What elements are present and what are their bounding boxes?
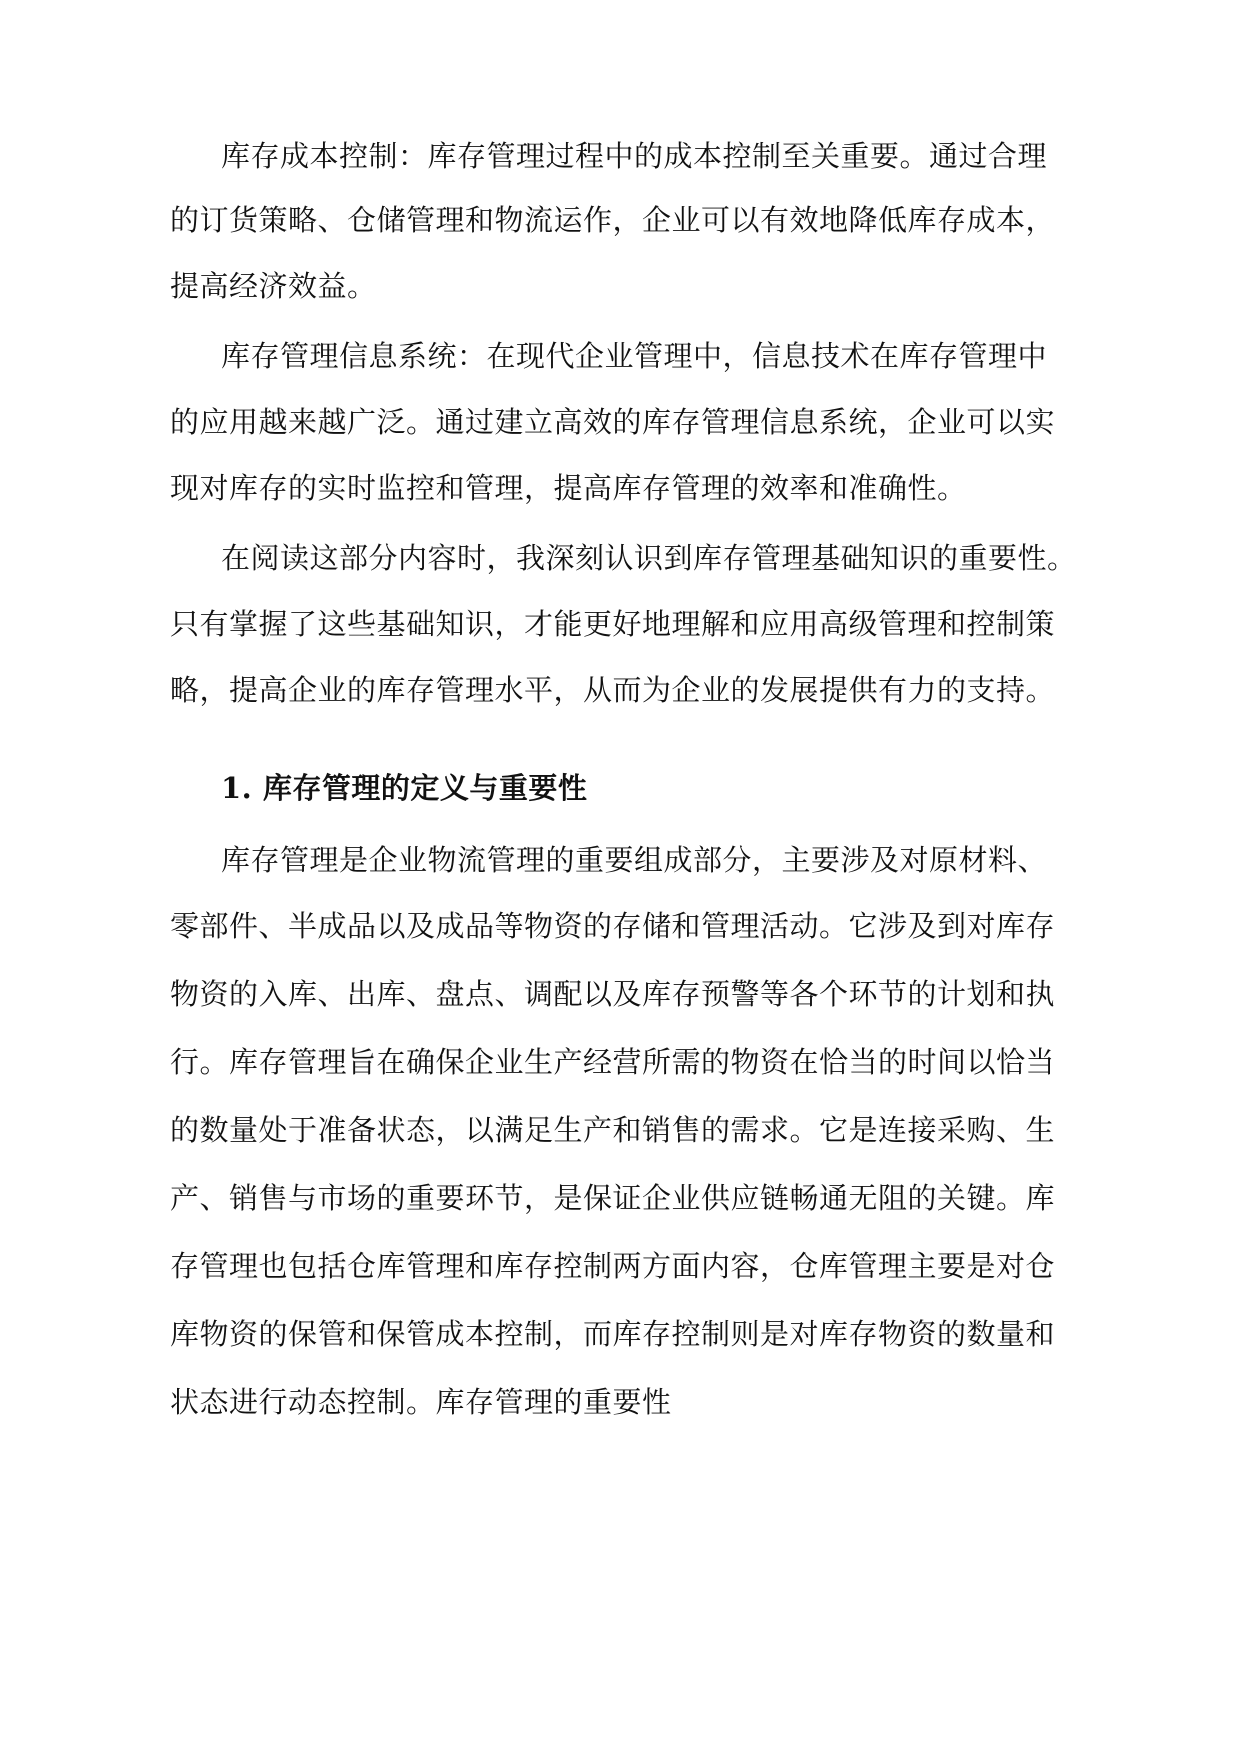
- section-paragraph-line-6: 产、销售与市场的重要环节，是保证企业供应链畅通无阻的关键。库: [170, 1181, 1056, 1215]
- paragraph-3-line-3: 略，提高企业的库存管理水平，从而为企业的发展提供有力的支持。: [170, 673, 1056, 707]
- paragraph-1-line-3: 提高经济效益。: [170, 269, 377, 303]
- paragraph-1-line-1: 库存成本控制：库存管理过程中的成本控制至关重要。通过合理: [221, 139, 1048, 173]
- paragraph-1-line-2: 的订货策略、仓储管理和物流运作，企业可以有效地降低库存成本，: [170, 203, 1056, 237]
- section-paragraph-line-4: 行。库存管理旨在确保企业生产经营所需的物资在恰当的时间以恰当: [170, 1045, 1056, 1079]
- paragraph-2-line-1: 库存管理信息系统：在现代企业管理中，信息技术在库存管理中: [221, 339, 1048, 373]
- section-paragraph-line-1: 库存管理是企业物流管理的重要组成部分，主要涉及对原材料、: [221, 843, 1048, 877]
- paragraph-3-line-1: 在阅读这部分内容时，我深刻认识到库存管理基础知识的重要性。: [221, 541, 1077, 575]
- paragraph-2-line-3: 现对库存的实时监控和管理，提高库存管理的效率和准确性。: [170, 471, 967, 505]
- section-paragraph-line-7: 存管理也包括仓库管理和库存控制两方面内容，仓库管理主要是对仓: [170, 1249, 1056, 1283]
- paragraph-2-line-2: 的应用越来越广泛。通过建立高效的库存管理信息系统，企业可以实: [170, 405, 1056, 439]
- section-paragraph-line-9: 状态进行动态控制。库存管理的重要性: [170, 1385, 672, 1419]
- section-paragraph-line-5: 的数量处于准备状态，以满足生产和销售的需求。它是连接采购、生: [170, 1113, 1056, 1147]
- paragraph-3-line-2: 只有掌握了这些基础知识，才能更好地理解和应用高级管理和控制策: [170, 607, 1056, 641]
- section-heading: 1. 库存管理的定义与重要性: [221, 771, 588, 805]
- section-paragraph-line-2: 零部件、半成品以及成品等物资的存储和管理活动。它涉及到对库存: [170, 909, 1056, 943]
- section-paragraph-line-8: 库物资的保管和保管成本控制，而库存控制则是对库存物资的数量和: [170, 1317, 1056, 1351]
- section-paragraph-line-3: 物资的入库、出库、盘点、调配以及库存预警等各个环节的计划和执: [170, 977, 1056, 1011]
